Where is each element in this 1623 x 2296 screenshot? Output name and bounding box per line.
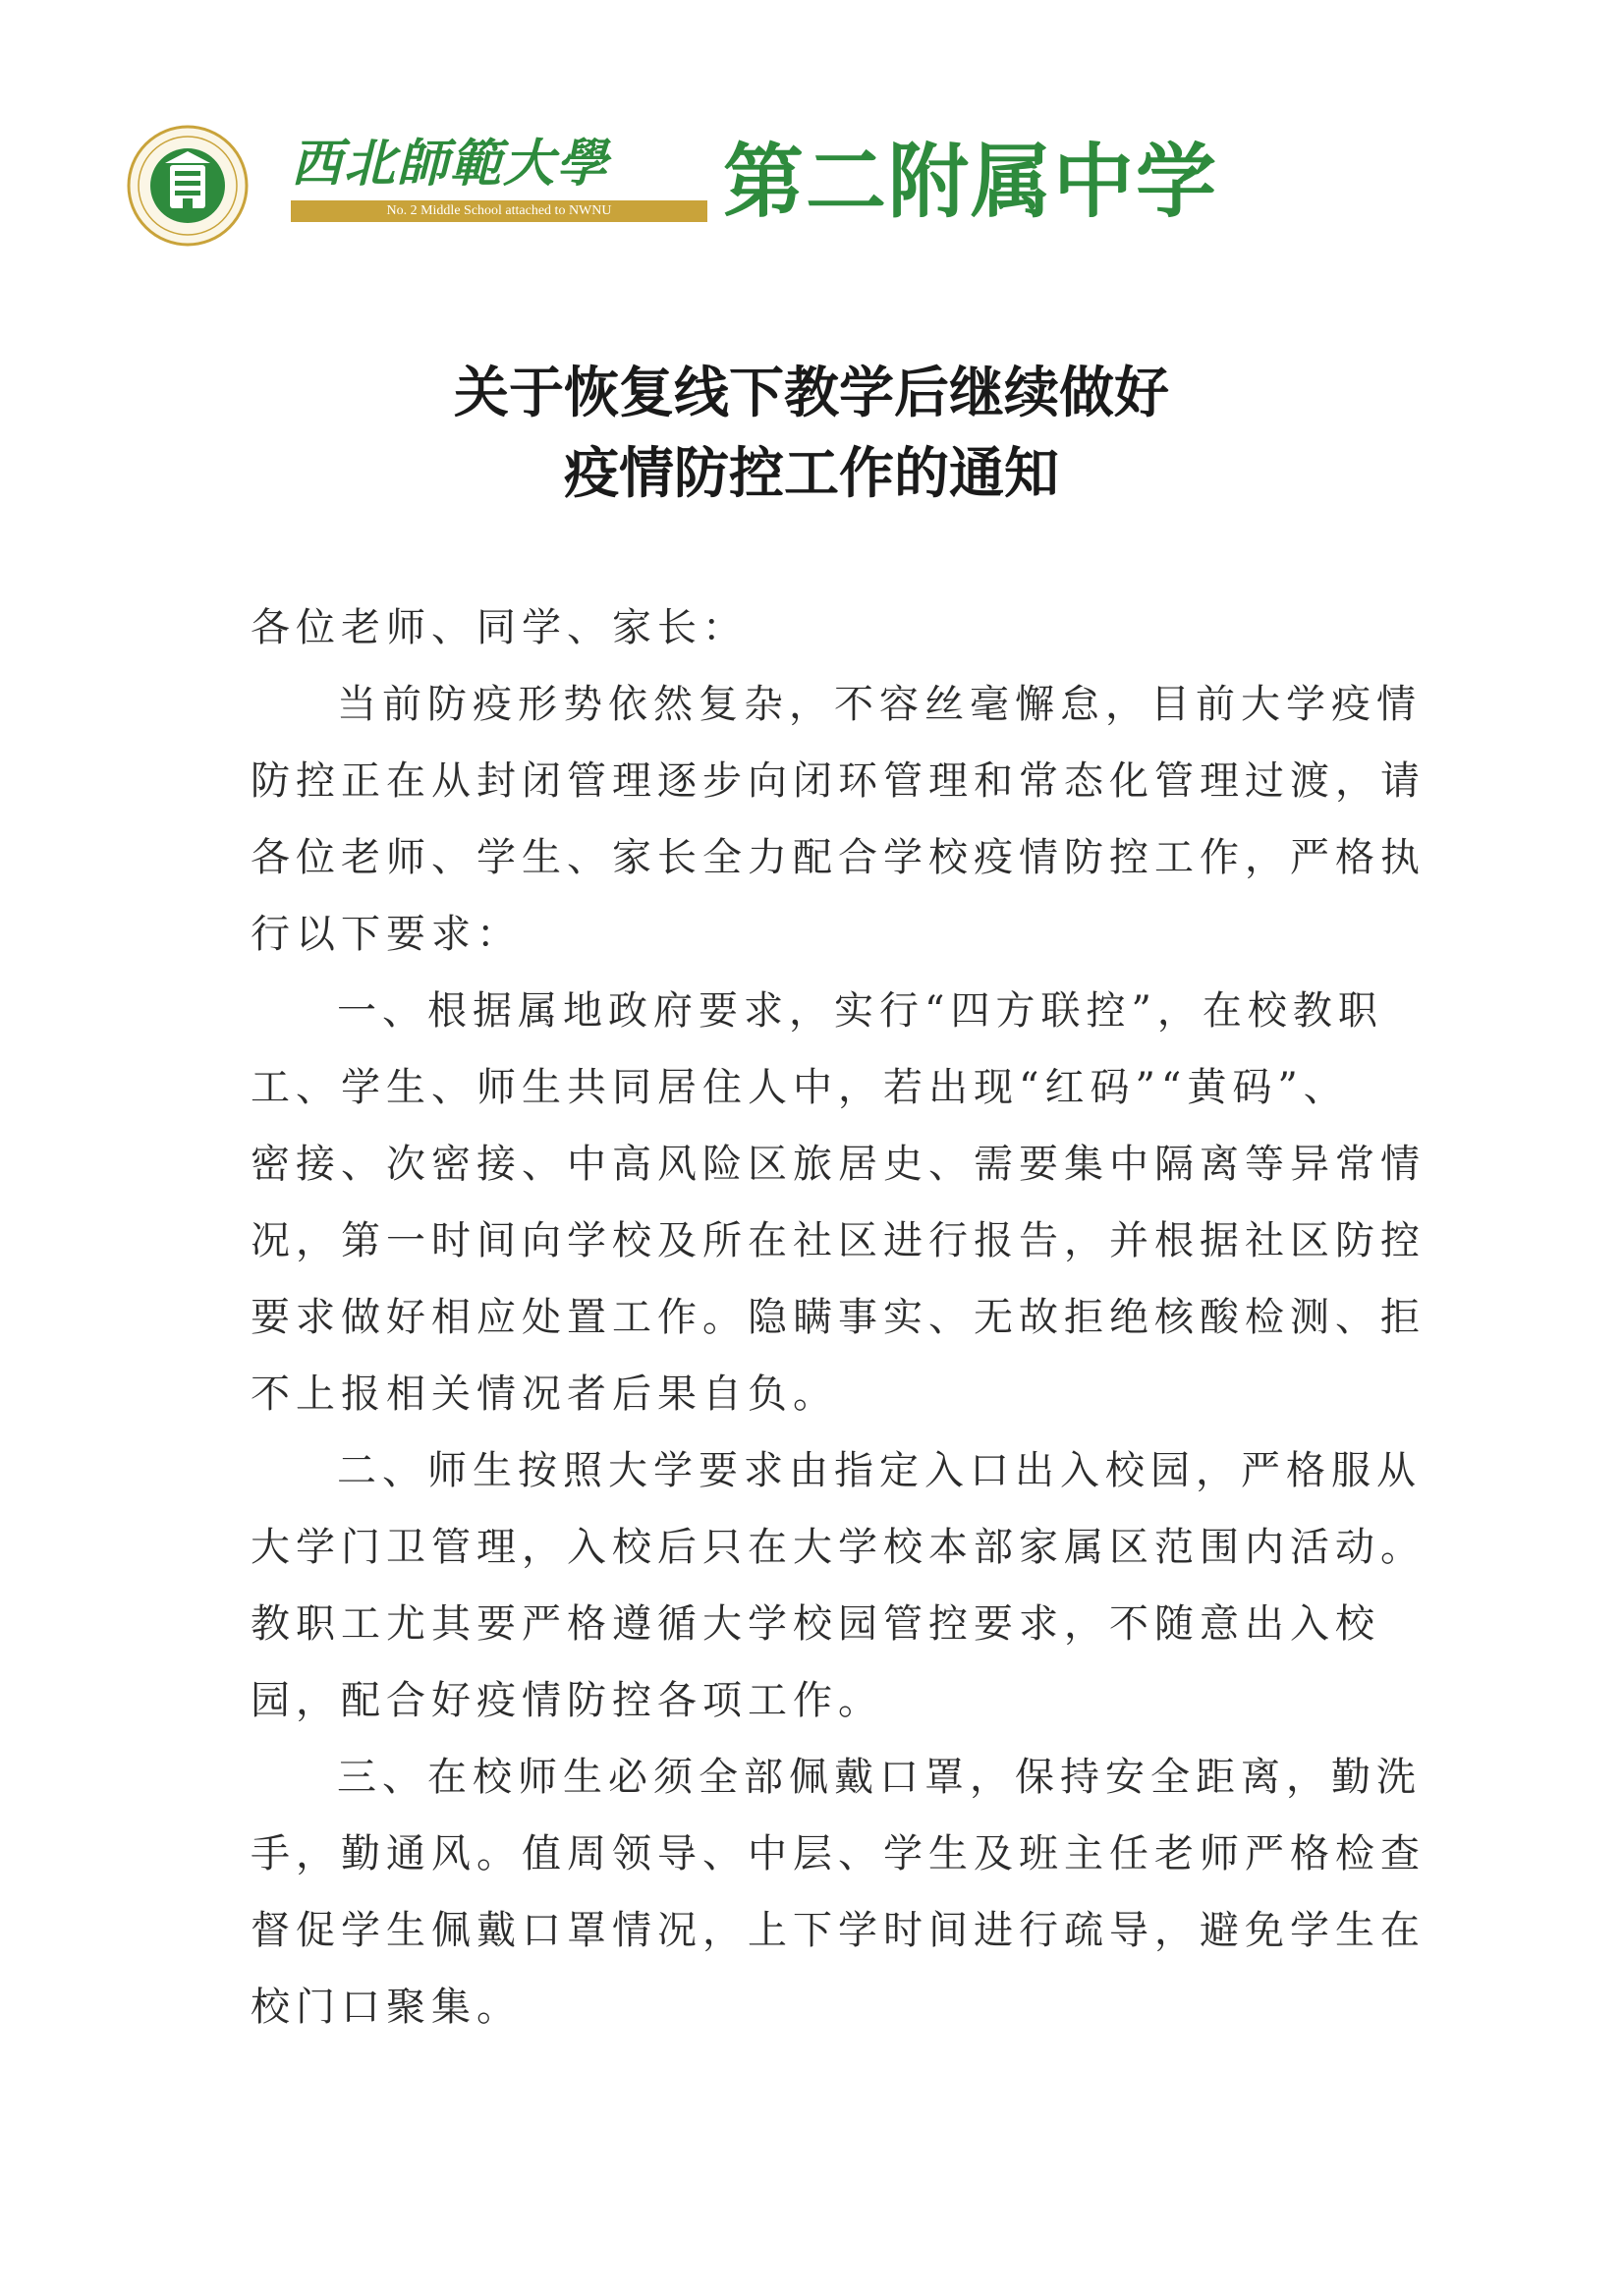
item-2-paragraph [251, 1432, 1426, 1739]
paragraph-line: 二、师生按照大学要求由指定入口出入校园，严格服从 [337, 1448, 1422, 1493]
notice-body [251, 589, 1426, 2045]
title-line-1: 关于恢复线下教学后继续做好 [454, 362, 1169, 425]
letterhead [126, 124, 1219, 252]
paragraph-line: 园，配合好疫情防控各项工作。 [251, 1678, 883, 1723]
paragraph-line: 当前防疫形势依然复杂，不容丝毫懈怠，目前大学疫情 [337, 682, 1422, 727]
intro-paragraph [251, 666, 1426, 973]
university-name: 西北師範大學 [291, 134, 610, 194]
title-line-2: 疫情防控工作的通知 [564, 442, 1059, 506]
university-english-name: No. 2 Middle School attached to NWNU [291, 200, 707, 222]
school-seal-logo [126, 124, 250, 248]
paragraph-line: 校门口聚集。 [251, 1985, 522, 2030]
paragraph-line: 工、学生、师生共同居住人中，若出现“红码”“黄码”、 [251, 1065, 1349, 1110]
paragraph-line: 一、根据属地政府要求，实行“四方联控”，在校教职 [337, 988, 1383, 1034]
paragraph-line: 教职工尤其要严格遵循大学校园管控要求，不随意出入校 [251, 1601, 1380, 1647]
paragraph-line: 况，第一时间向学校及所在社区进行报告，并根据社区防控 [251, 1218, 1426, 1263]
paragraph-line: 督促学生佩戴口罩情况，上下学时间进行疏导，避免学生在 [251, 1908, 1426, 1953]
paragraph-line: 大学门卫管理，入校后只在大学校本部家属区范围内活动。 [251, 1525, 1426, 1570]
paragraph-line: 各位老师、学生、家长全力配合学校疫情防控工作，严格执 [251, 835, 1426, 880]
item-3-paragraph [251, 1739, 1426, 2045]
paragraph-line: 密接、次密接、中高风险区旅居史、需要集中隔离等异常情 [251, 1142, 1426, 1187]
paragraph-line: 三、在校师生必须全部佩戴口罩，保持安全距离，勤洗 [337, 1755, 1422, 1800]
school-name: 第二附属中学 [723, 136, 1219, 229]
salutation: 各位老师、同学、家长： [251, 605, 748, 650]
paragraph-line: 行以下要求： [251, 912, 522, 957]
item-1-paragraph [251, 973, 1426, 1432]
paragraph-line: 要求做好相应处置工作。隐瞒事实、无故拒绝核酸检测、拒 [251, 1295, 1426, 1340]
notice-title [0, 354, 1623, 515]
paragraph-line: 不上报相关情况者后果自负。 [251, 1372, 838, 1417]
paragraph-line: 防控正在从封闭管理逐步向闭环管理和常态化管理过渡，请 [251, 758, 1426, 804]
paragraph-line: 手，勤通风。值周领导、中层、学生及班主任老师严格检查 [251, 1831, 1426, 1876]
